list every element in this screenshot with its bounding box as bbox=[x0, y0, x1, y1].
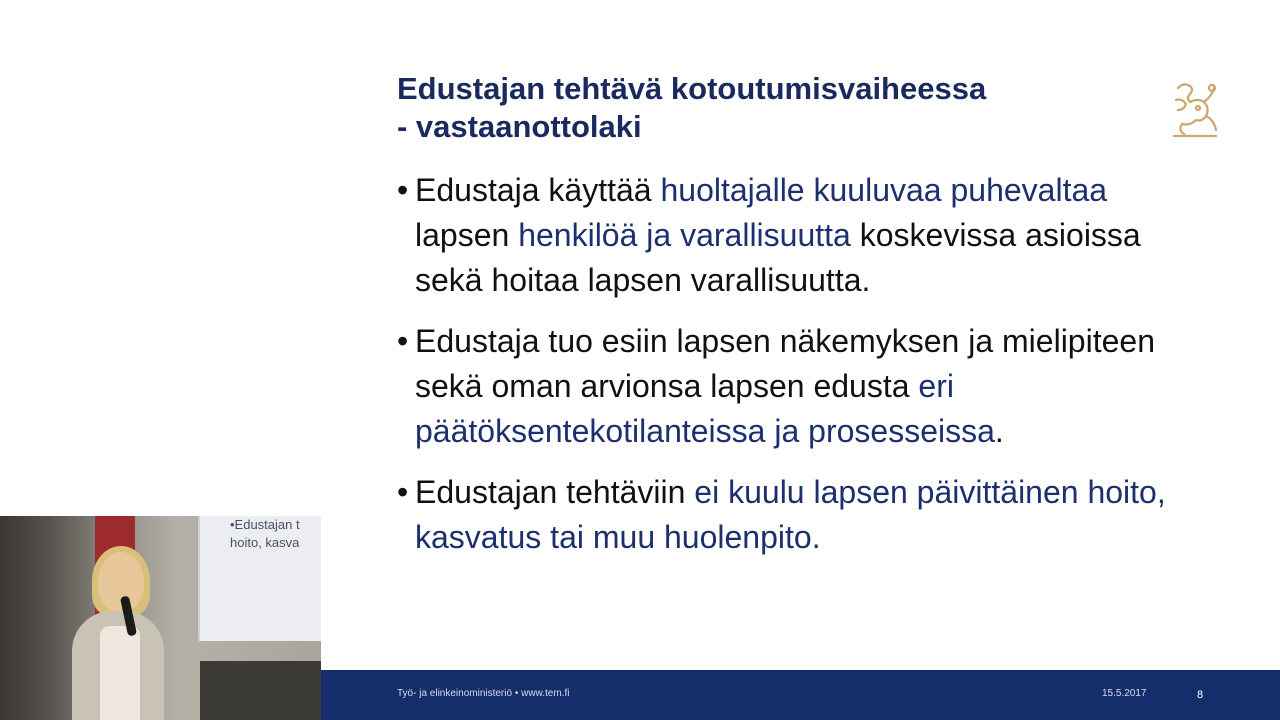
bullet-segment: Edustaja tuo esiin lapsen näkemyksen ja mielipiteen sekä oman arvionsa lapsen edusta bbox=[415, 323, 1155, 404]
bullet-dot: • bbox=[397, 172, 409, 208]
bullet-segment: lapsen bbox=[415, 217, 519, 253]
bullet-dot: • bbox=[397, 474, 409, 510]
speaker-shirt bbox=[100, 626, 140, 720]
bullet-list bbox=[397, 168, 1197, 576]
video-screen-text-line2: hoito, kasva bbox=[230, 535, 300, 550]
video-table bbox=[200, 661, 321, 720]
speaker-video-inset bbox=[0, 516, 321, 720]
lion-crest-icon bbox=[1168, 78, 1222, 140]
bullet-item bbox=[397, 470, 1197, 560]
bullet-segment: Edustaja käyttää bbox=[415, 172, 661, 208]
bullet-text bbox=[415, 474, 1166, 555]
bullet-segment-highlight: ei kuulu lapsen päivittäinen hoito, kasvatus tai muu huolenpito. bbox=[415, 474, 1166, 555]
bullet-segment-highlight: eri päätöksentekotilanteissa ja prosesseissa bbox=[415, 368, 995, 449]
bullet-segment-highlight: huoltajalle kuuluvaa puhevaltaa bbox=[660, 172, 1108, 208]
video-projection-screen bbox=[198, 516, 321, 641]
bullet-item bbox=[397, 319, 1197, 454]
video-screen-text-line1: •Edustajan t bbox=[230, 517, 300, 532]
footer-date: 15.5.2017 bbox=[1102, 688, 1147, 699]
bullet-dot: • bbox=[397, 323, 409, 359]
bullet-text bbox=[415, 172, 1141, 298]
bullet-item bbox=[397, 168, 1197, 303]
slide-title-line2: - vastaanottolaki bbox=[397, 109, 642, 144]
bullet-segment: Edustajan tehtäviin bbox=[415, 474, 695, 510]
slide-title-line1: Edustajan tehtävä kotoutumisvaiheessa bbox=[397, 71, 987, 106]
footer-org: Työ- ja elinkeinoministeriö • www.tem.fi bbox=[397, 688, 570, 699]
bullet-text bbox=[415, 323, 1155, 449]
page-number: 8 bbox=[1197, 689, 1204, 701]
bullet-segment-highlight: henkilöä ja varallisuutta bbox=[518, 217, 851, 253]
bullet-segment: . bbox=[994, 413, 1004, 449]
slide-title bbox=[397, 70, 1117, 146]
bullet-segment: koskevissa asioissa sekä hoitaa lapsen varallisuutta. bbox=[415, 217, 1141, 298]
